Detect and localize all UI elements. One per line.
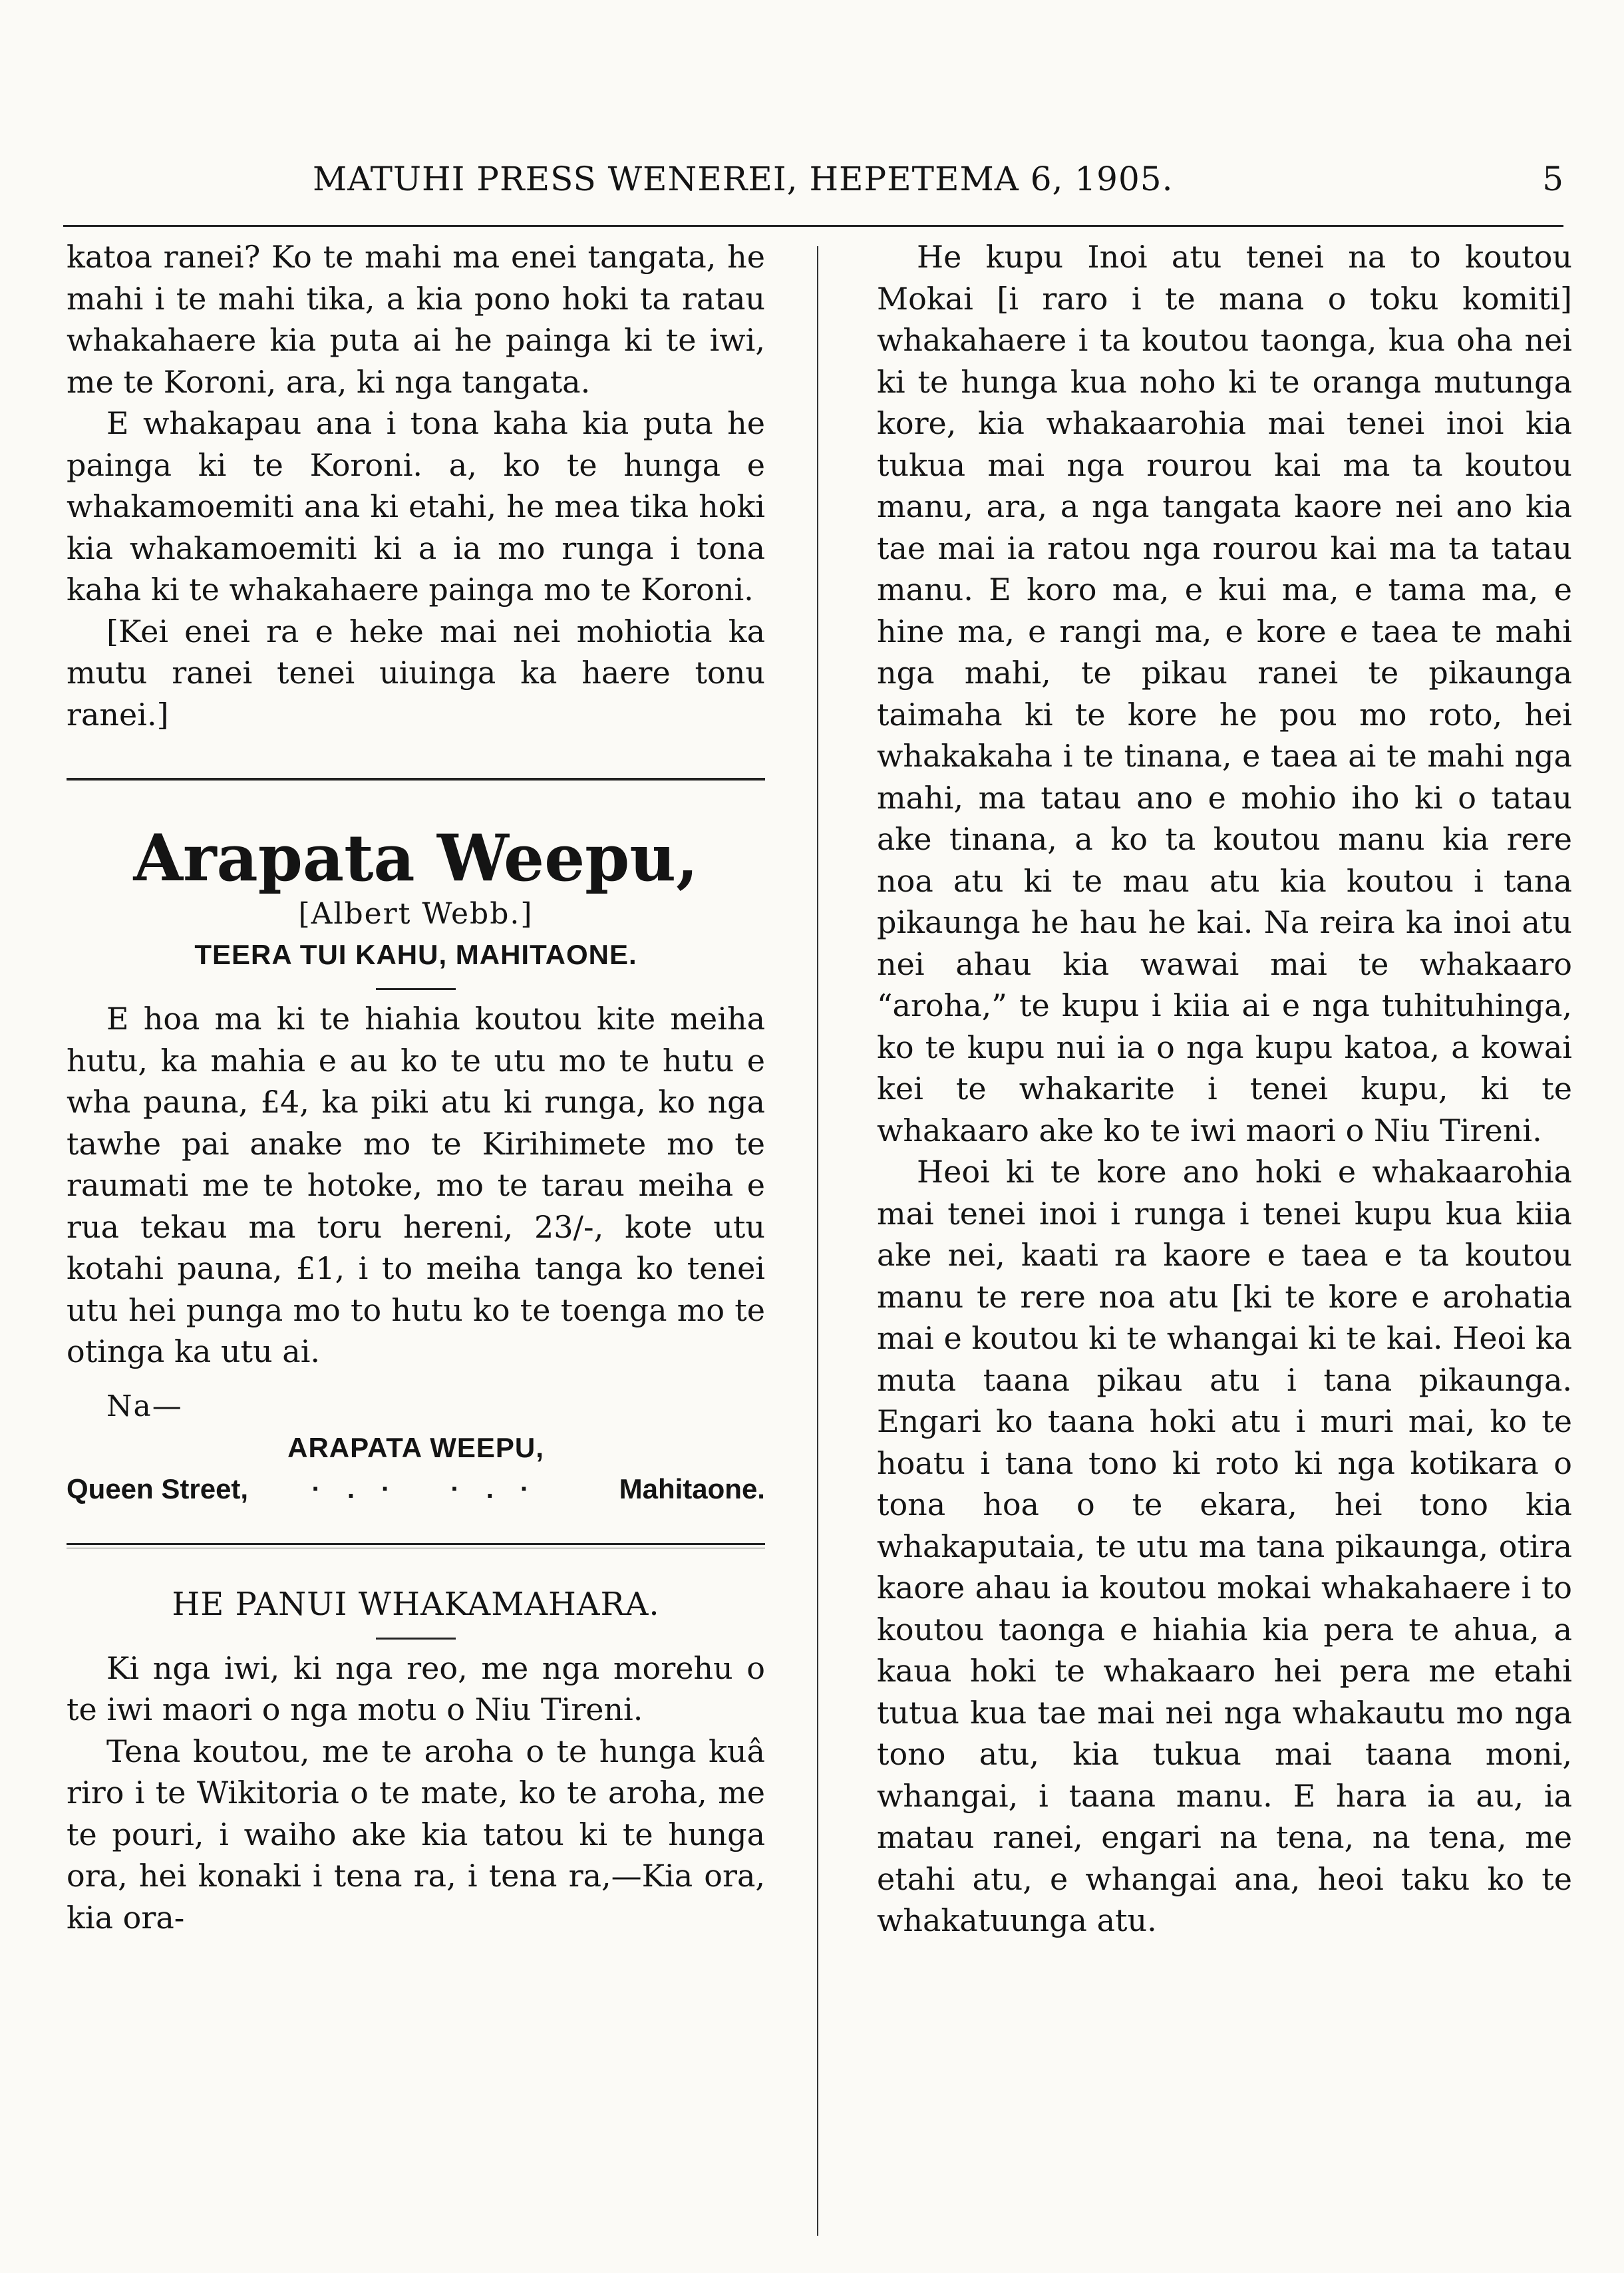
notice — [67, 1583, 765, 1939]
newspaper-dateline: MATUHI PRESS WENEREI, HEPETEMA 6, 1905. — [313, 160, 1174, 198]
advertisement-title: Arapata Weepu, — [133, 820, 699, 896]
signoff-address — [67, 1469, 765, 1510]
column-divider — [817, 246, 818, 2236]
advertisement-location: TEERA TUI KAHU, MAHITAONE. — [194, 939, 637, 970]
page-number: 5 — [1542, 160, 1563, 198]
notice-paragraph: Ki nga iwi, ki nga reo, me nga morehu o te iwi maori o nga motu o Niu Tireni. — [67, 1650, 765, 1727]
article-paragraph: E whakapau ana i tona kaha kia puta he painga ki te Koroni. a, ko te hunga e whakamoemiti ana ki etahi, he mea tika hoki kia whakamoemiti ki a ia mo runga i tona kaha ki te whakahaere painga mo te Koroni. — [67, 405, 765, 608]
signoff-dots: ·.· ·.· — [311, 1474, 556, 1504]
signoff-name: ARAPATA WEEPU, — [287, 1431, 544, 1463]
short-rule — [376, 1638, 456, 1640]
notice-title: HE PANUI WHAKAMAHARA. — [172, 1585, 660, 1623]
short-rule — [376, 988, 456, 990]
left-column — [67, 236, 765, 1938]
advertisement-body: E hoa ma ki te hiahia koutou kite meiha hutu, ka mahia e au ko te utu mo te hutu e wha pauna, £4, ka piki atu ki runga, ko nga tawhe pai anake mo te Kirihimete mo te raumati me te hotoke, mo te tarau meiha e rua tekau ma toru hereni, 23/-, kote utu kotahi pauna, £1, i to meiha tanga ko tenei utu hei punga mo to hutu ko te toenga mo te otinga ka utu ai. — [67, 1001, 765, 1369]
signoff-prefix: Na— — [106, 1389, 183, 1423]
article-paragraph: He kupu Inoi atu tenei na to koutou Mokai [i raro i te mana o toku komiti] whakahaere i ta koutou taonga, kua oha nei ki te hunga kua noho ki te oranga mutunga kore, kia whakaarohia mai tenei inoi kia tukua mai nga rourou kai ma ta koutou manu, ara, a nga tangata kaore nei ano kia tae mai ia ratou nga rourou kai ma ta tatau manu. E koro ma, e kui ma, e tama ma, e hine ma, e rangi ma, e kore e taea te mahi nga mahi, te pikau ranei te pikaunga taimaha ki te kore he pou mo roto, hei whakakaha i te tinana, e taea ai te mahi nga mahi, ma tatau ano e mohio iho ki o tatau ake tinana, a ko ta koutou manu kia rere noa atu ki te mau atu kia koutou i tana pikaunga he hau he kai. Na reira ka inoi atu nei ahau kia wawai mai te whakaaro “aroha,” te kupu i kiia ai e nga tuhituhinga, ko te kupu nui ia o nga kupu katoa, a kowai kei te whakarite i tenei kupu, ki te whakaaro ake ko te iwi maori o Niu Tireni. — [877, 239, 1572, 1148]
page-header — [63, 160, 1563, 213]
article-paragraph: Heoi ki te kore ano hoki e whakaarohia mai tenei inoi i runga i tenei kupu kua kiia ake nei, kaati ra kaore e taea e ta koutou manu te rere noa atu [ki te kore e arohatia mai e koutou ki te whangai ki te kai. Heoi ka muta taana pikau atu i tana pikaunga. Engari ko taana hoki atu i muri mai, ko te hoatu i tana tono ki roto ki nga kotikara o tona hoa o te ekara, hei tono kia whakaputaia, te utu ma tana pikaunga, otira kaore ahau ia koutou mokai whakahaere i to koutou taonga e hiahia kia pera te ahua, a kaua hoki te whakaaro hei pera me etahi tutua kua tae mai nei nga whakautu mo nga tono atu, kia tukua mai taana moni, whangai, i taana manu. E hara ia au, ia matau ranei, engari na tena, na tena, me etahi atu, e whangai ana, heoi taku ko te whakatuunga atu. — [877, 1154, 1572, 1938]
section-rule — [67, 1543, 765, 1548]
notice-paragraph: Tena koutou, me te aroha o te hunga kuâ riro i te Wikitoria o te mate, ko te aroha, me te pouri, i waiho ake kia tatou ki te hunga ora, hei konaki i tena ra, i tena ra,—Kia ora, kia ora- — [67, 1733, 765, 1936]
header-rule — [63, 225, 1563, 227]
article-paragraph: katoa ranei? Ko te mahi ma enei tangata, he mahi i te mahi tika, a kia pono hoki ta ratau whakahaere kia puta ai he painga ki te iwi, me te Koroni, ara, ki nga tangata. — [67, 239, 765, 400]
advertisement — [67, 822, 765, 1510]
section-rule — [67, 778, 765, 781]
right-column — [877, 236, 1572, 1942]
signoff-town: Mahitaone. — [619, 1473, 765, 1504]
signoff-street: Queen Street, — [67, 1473, 249, 1504]
article-paragraph: [Kei enei ra e heke mai nei mohiotia ka mutu ranei tenei uiuinga ka haere tonu ranei.] — [67, 613, 765, 733]
advertisement-subtitle: [Albert Webb.] — [298, 897, 534, 931]
